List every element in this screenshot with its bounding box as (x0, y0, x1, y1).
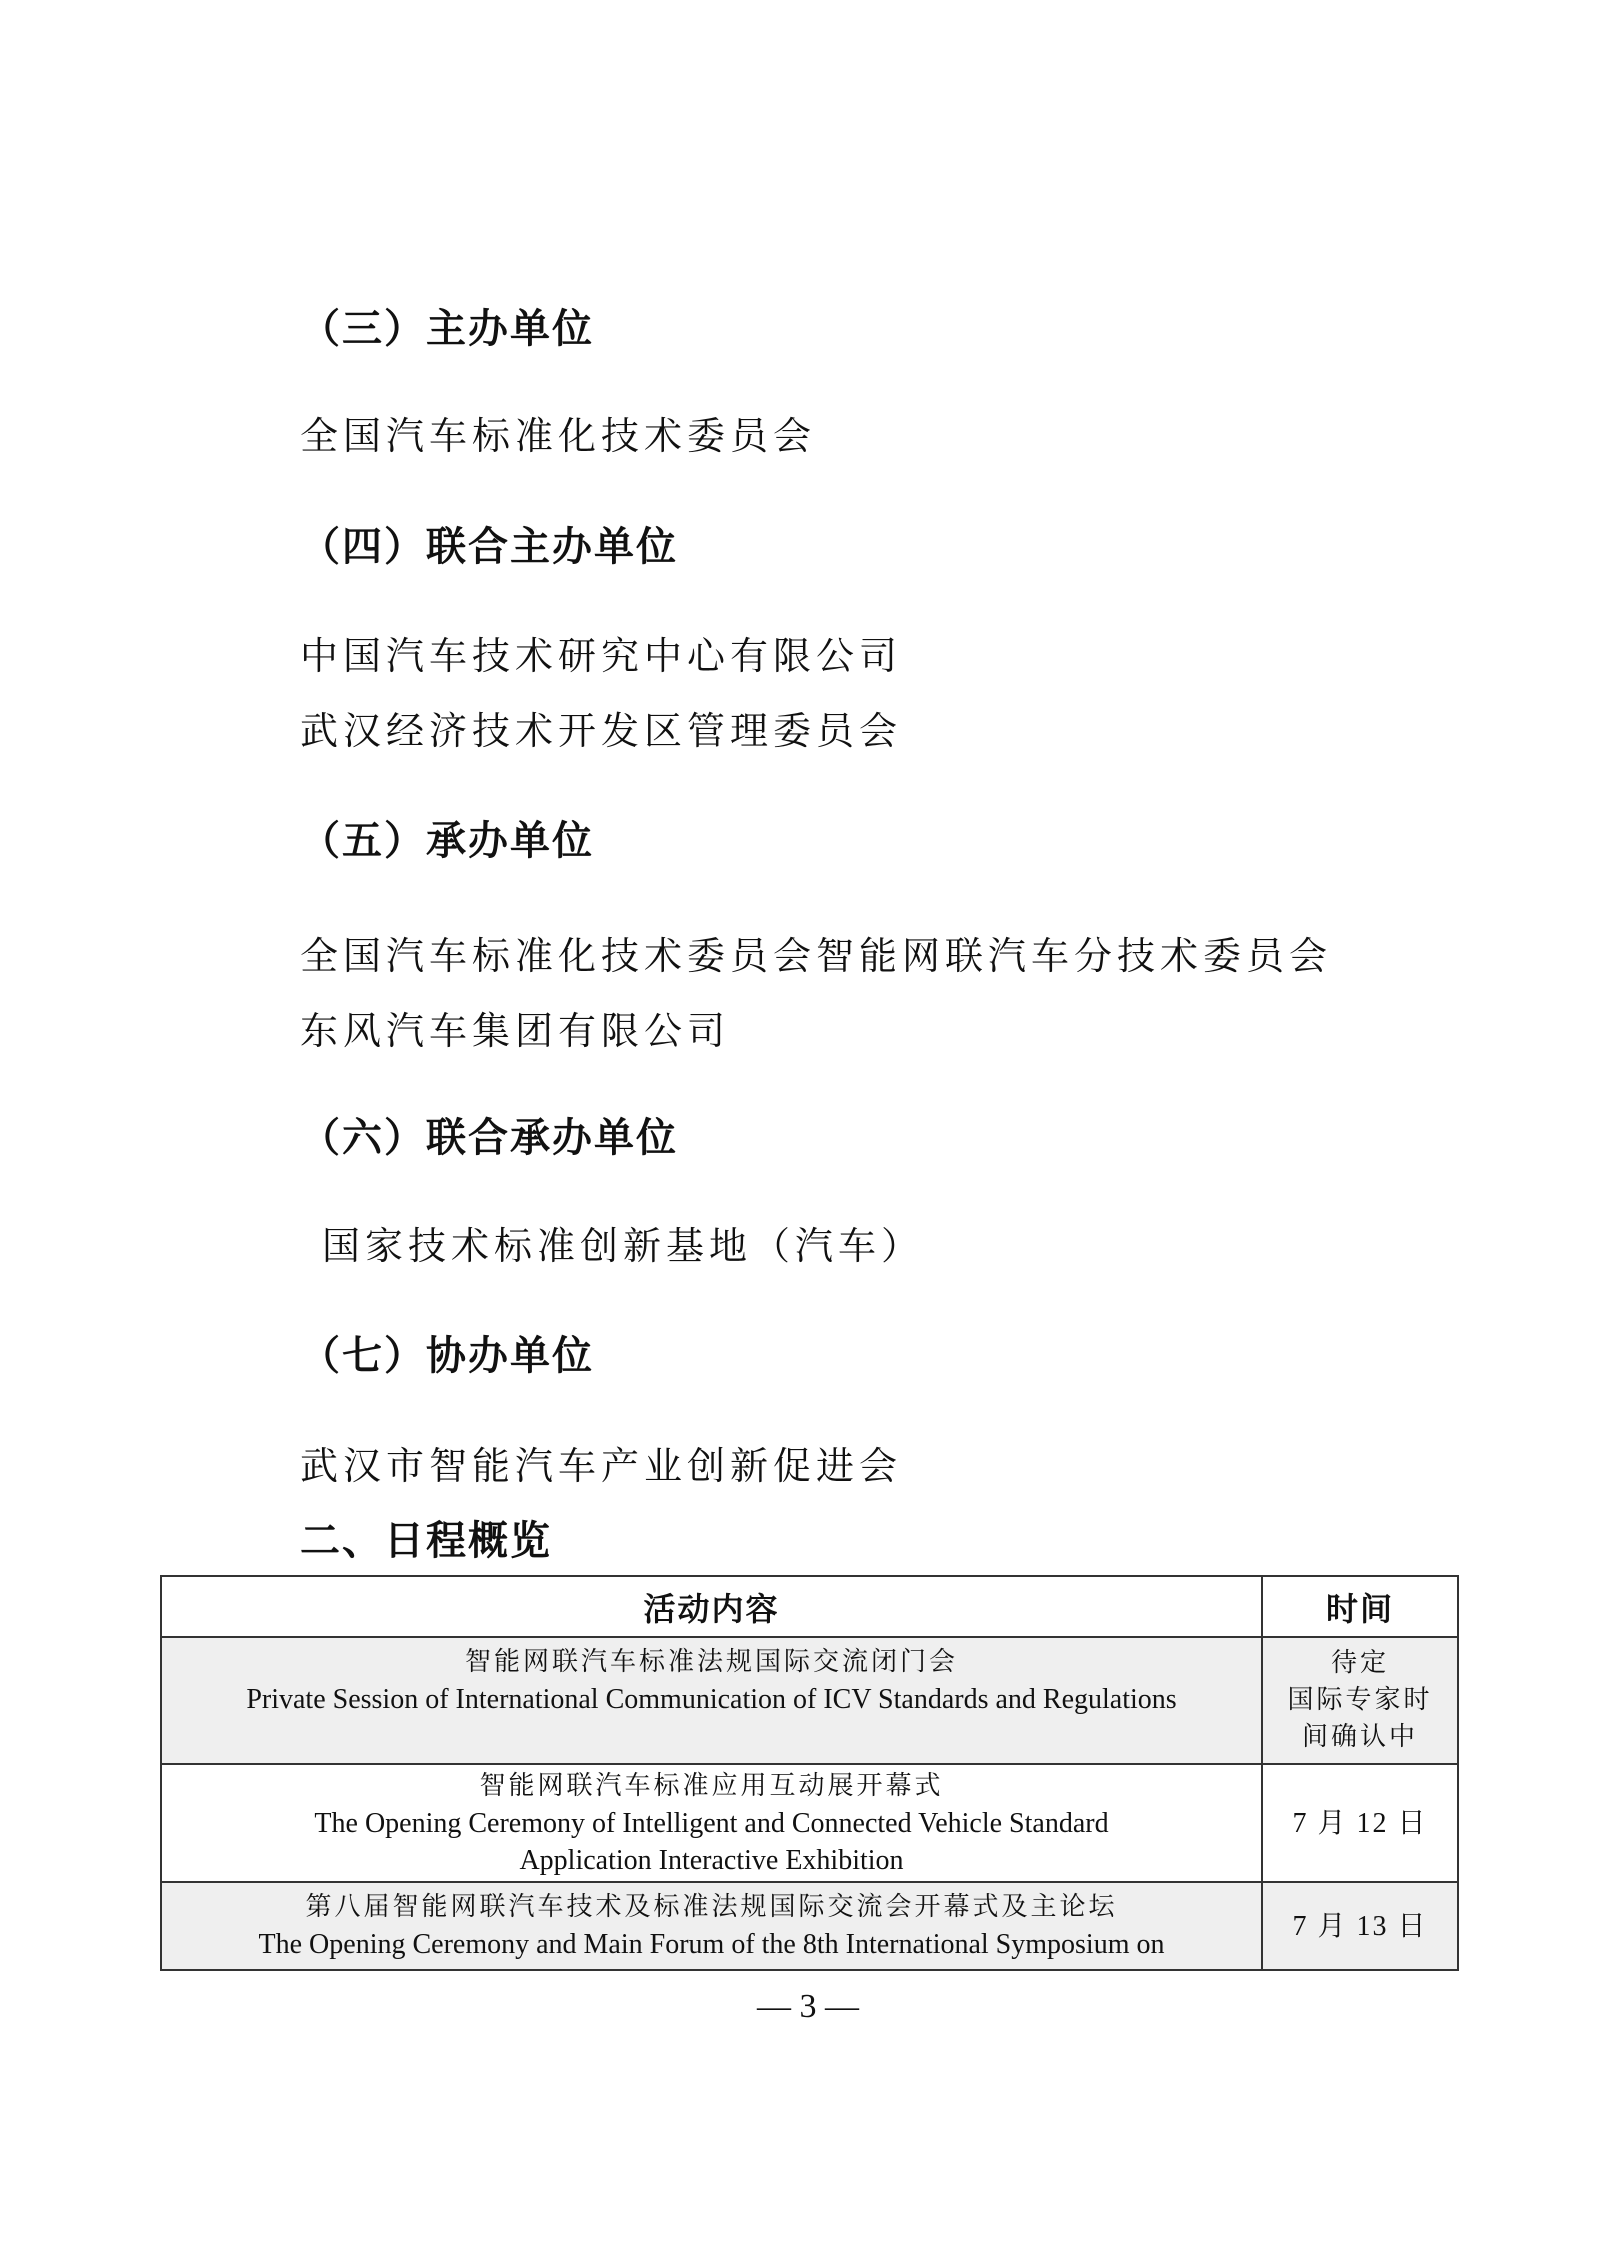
schedule-title: 二、日程概览 (300, 1518, 552, 1564)
time-line: 国际专家时 (1287, 1685, 1433, 1715)
activity-en: Application Interactive Exhibition (519, 1844, 904, 1876)
supporter-line: 武汉市智能汽车产业创新促进会 (300, 1444, 903, 1488)
activity-zh: 第八届智能网联汽车技术及标准法规国际交流会开幕式及主论坛 (305, 1892, 1118, 1922)
table-header-row (161, 1576, 1458, 1637)
activity-en: The Opening Ceremony of Intelligent and Connected Vehicle Standard (314, 1807, 1109, 1839)
activity-zh: 智能网联汽车标准应用互动展开幕式 (479, 1770, 944, 1801)
section-heading-co-host: （六）联合承办单位 (300, 1115, 678, 1161)
section-heading-co-organizer: （四）联合主办单位 (300, 524, 678, 570)
host-line-1: 全国汽车标准化技术委员会智能网联汽车分技术委员会 (300, 934, 1333, 978)
activity-en: The Opening Ceremony and Main Forum of the 8th International Symposium on (258, 1929, 1165, 1960)
table-row (161, 1882, 1458, 1970)
activity-cell (161, 1882, 1262, 1970)
activity-zh: 智能网联汽车标准法规国际交流闭门会 (464, 1647, 958, 1677)
activity-en: Private Session of International Communication of ICV Standards and Regulations (246, 1684, 1177, 1715)
activity-cell (161, 1637, 1262, 1764)
time-cell: 7 月 13 日 (1262, 1882, 1458, 1970)
time-cell: 7 月 12 日 (1262, 1764, 1458, 1882)
activity-cell (161, 1764, 1262, 1882)
column-header-time: 时间 (1262, 1576, 1458, 1637)
schedule-table (160, 1575, 1459, 1971)
co-host-line: 国家技术标准创新基地（汽车） (322, 1224, 925, 1268)
table-row (161, 1764, 1458, 1882)
organizer-line: 全国汽车标准化技术委员会 (300, 414, 817, 458)
time-line: 间确认中 (1301, 1722, 1418, 1752)
host-line-2: 东风汽车集团有限公司 (300, 1009, 731, 1053)
column-header-activity: 活动内容 (161, 1576, 1262, 1637)
time-line: 待定 (1330, 1648, 1389, 1678)
co-organizer-line-1: 中国汽车技术研究中心有限公司 (300, 634, 903, 678)
section-heading-host: （五）承办单位 (300, 818, 594, 864)
co-organizer-line-2: 武汉经济技术开发区管理委员会 (300, 709, 903, 753)
section-heading-organizer: （三）主办单位 (300, 306, 594, 352)
table-row (161, 1637, 1458, 1764)
time-cell (1262, 1637, 1458, 1764)
page-number: — 3 — (757, 1988, 859, 2025)
section-heading-supporter: （七）协办单位 (300, 1333, 594, 1379)
